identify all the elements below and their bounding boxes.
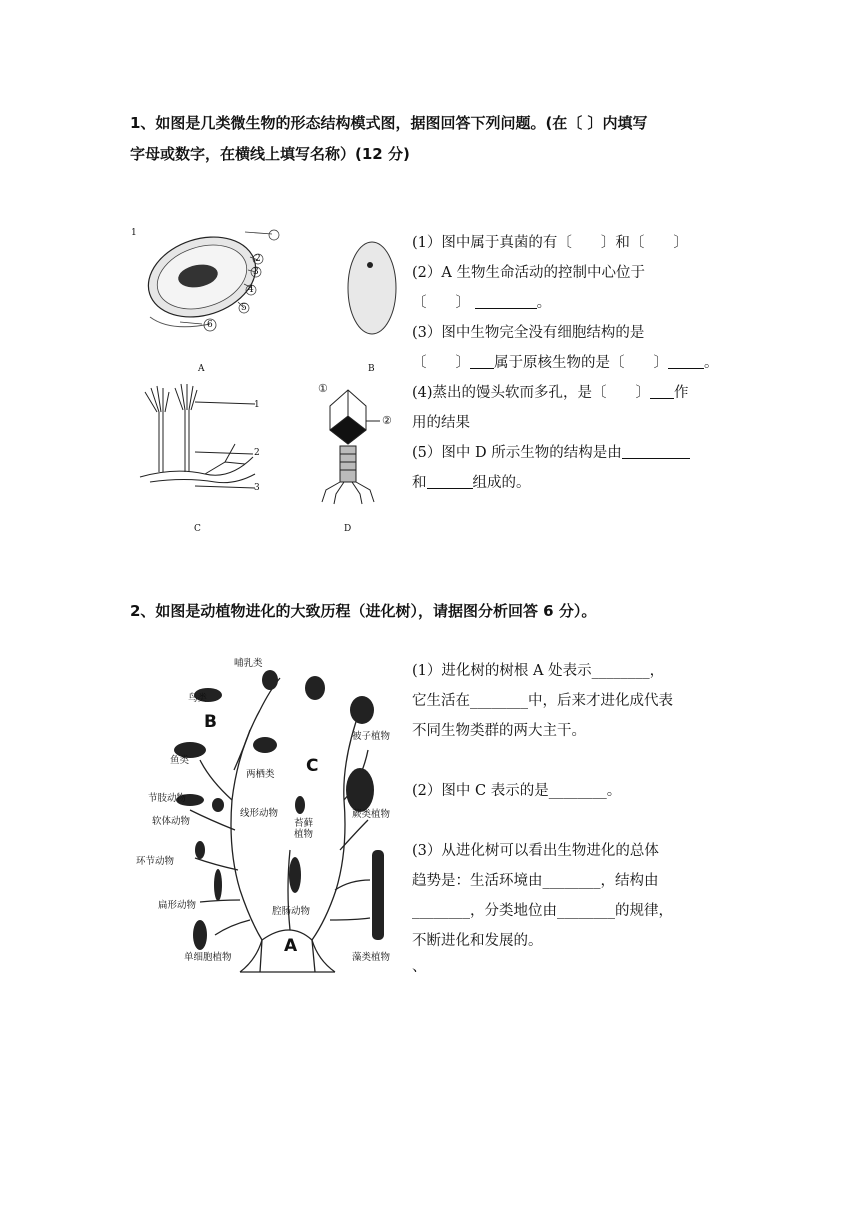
fig-a-caption: A bbox=[198, 364, 205, 374]
figure-d-virus bbox=[318, 386, 378, 506]
tree-label-mollusks: 软体动物 bbox=[152, 816, 191, 827]
fig-a-number-4: 4 bbox=[248, 285, 254, 295]
tree-label-fish: 鱼类 bbox=[170, 755, 190, 766]
q2-title: 2、如图是动植物进化的大致历程（进化树），请据图分析回答 6 分）。 bbox=[130, 602, 597, 620]
tree-label-c: C bbox=[306, 756, 319, 776]
answer-blank bbox=[427, 472, 473, 489]
tree-label-amphibians: 两栖类 bbox=[246, 769, 275, 780]
answer-blank bbox=[470, 352, 494, 369]
q1-item-3-line1: (3）图中生物完全没有细胞结构的是 bbox=[412, 325, 645, 341]
fig-b-caption: B bbox=[368, 364, 375, 374]
fig-a-number-5: 5 bbox=[241, 303, 247, 313]
answer-blank bbox=[622, 442, 690, 459]
q1-items bbox=[412, 228, 732, 498]
q1-item-2-line1: (2）A 生物生命活动的控制中心位于 bbox=[412, 265, 645, 281]
tree-label-mammals: 哺乳类 bbox=[234, 658, 263, 669]
tree-label-flatworms: 扁形动物 bbox=[158, 900, 197, 911]
q1-item-3-line2: 〔 〕 属于原核生物的是〔 〕 。 bbox=[412, 348, 732, 378]
q1-item-4-line2: 用的结果 bbox=[412, 415, 470, 431]
fig-d-number-1: ① bbox=[318, 382, 328, 395]
tree-label-birds: 鸟类 bbox=[188, 693, 208, 704]
figure-a-bacterium bbox=[140, 222, 290, 342]
q1-item-5-line2: 和 组成的。 bbox=[412, 468, 732, 498]
fig-a-number-2: 2 bbox=[255, 254, 261, 264]
tree-label-annelids: 环节动物 bbox=[136, 856, 175, 867]
fig-a-number-1: 1 bbox=[131, 228, 137, 238]
fig-c-number-1: 1 bbox=[254, 400, 260, 410]
tree-label-nematodes: 线形动物 bbox=[240, 808, 279, 819]
fig-c-caption: C bbox=[194, 524, 201, 534]
q2-item-3-line3: ________，分类地位由________的规律， bbox=[412, 903, 673, 919]
q2-item-3-line1: (3）从进化树可以看出生物进化的总体 bbox=[412, 843, 659, 859]
fig-a-number-6: 6 bbox=[207, 320, 213, 330]
tree-label-unicellular: 单细胞植物 bbox=[184, 952, 232, 963]
q2-item-1-line1: (1）进化树的树根 A 处表示________， bbox=[412, 663, 665, 679]
q2-item-3-line4: 不断进化和发展的。 bbox=[412, 933, 543, 949]
q1-title bbox=[130, 108, 750, 170]
q2-items bbox=[412, 656, 732, 978]
q1-title-line1: 1、如图是几类微生物的形态结构模式图，据图回答下列问题。(在〔 〕内填写 bbox=[130, 114, 648, 132]
answer-blank bbox=[650, 382, 674, 399]
tree-label-algae: 藻类植物 bbox=[352, 952, 391, 963]
fig-d-caption: D bbox=[344, 524, 352, 534]
answer-blank bbox=[668, 352, 704, 369]
q1-item-4-line1: (4)蒸出的馒头软而多孔，是〔 〕 作 bbox=[412, 378, 732, 408]
q2-item-1-line2: 它生活在________中，后来才进化成代表 bbox=[412, 693, 673, 709]
tree-label-bryophytes: 苔藓植物 bbox=[294, 818, 314, 840]
fig-c-number-2: 2 bbox=[254, 448, 260, 458]
figure-b-yeast bbox=[344, 240, 404, 340]
tree-label-arthropods: 节肢动物 bbox=[148, 793, 187, 804]
fig-c-number-3: 3 bbox=[254, 483, 260, 493]
q2-trailing-mark: 、 bbox=[412, 959, 427, 975]
q1-item-5-line1: (5）图中 D 所示生物的结构是由 bbox=[412, 438, 732, 468]
fig-d-number-2: ② bbox=[382, 414, 392, 427]
tree-label-coelenterates: 腔肠动物 bbox=[272, 906, 311, 917]
tree-label-a: A bbox=[284, 936, 298, 956]
q1-item-2-line2: 〔 〕 。 bbox=[412, 288, 732, 318]
fig-a-number-3: 3 bbox=[253, 267, 259, 277]
tree-label-angiosperms: 被子植物 bbox=[352, 731, 391, 742]
q1-title-line2: 字母或数字，在横线上填写名称）(12 分) bbox=[130, 145, 410, 163]
q2-item-1-line3: 不同生物类群的两大主干。 bbox=[412, 723, 586, 739]
tree-label-b: B bbox=[204, 712, 217, 732]
q2-item-2: (2）图中 C 表示的是________。 bbox=[412, 783, 622, 799]
answer-blank bbox=[475, 292, 537, 309]
tree-label-ferns: 蕨类植物 bbox=[352, 809, 391, 820]
q2-item-3-line2: 趋势是：生活环境由________，结构由 bbox=[412, 873, 659, 889]
q1-item-1: (1）图中属于真菌的有〔 〕和〔 〕 bbox=[412, 235, 688, 251]
figure-c-mold bbox=[135, 382, 265, 502]
